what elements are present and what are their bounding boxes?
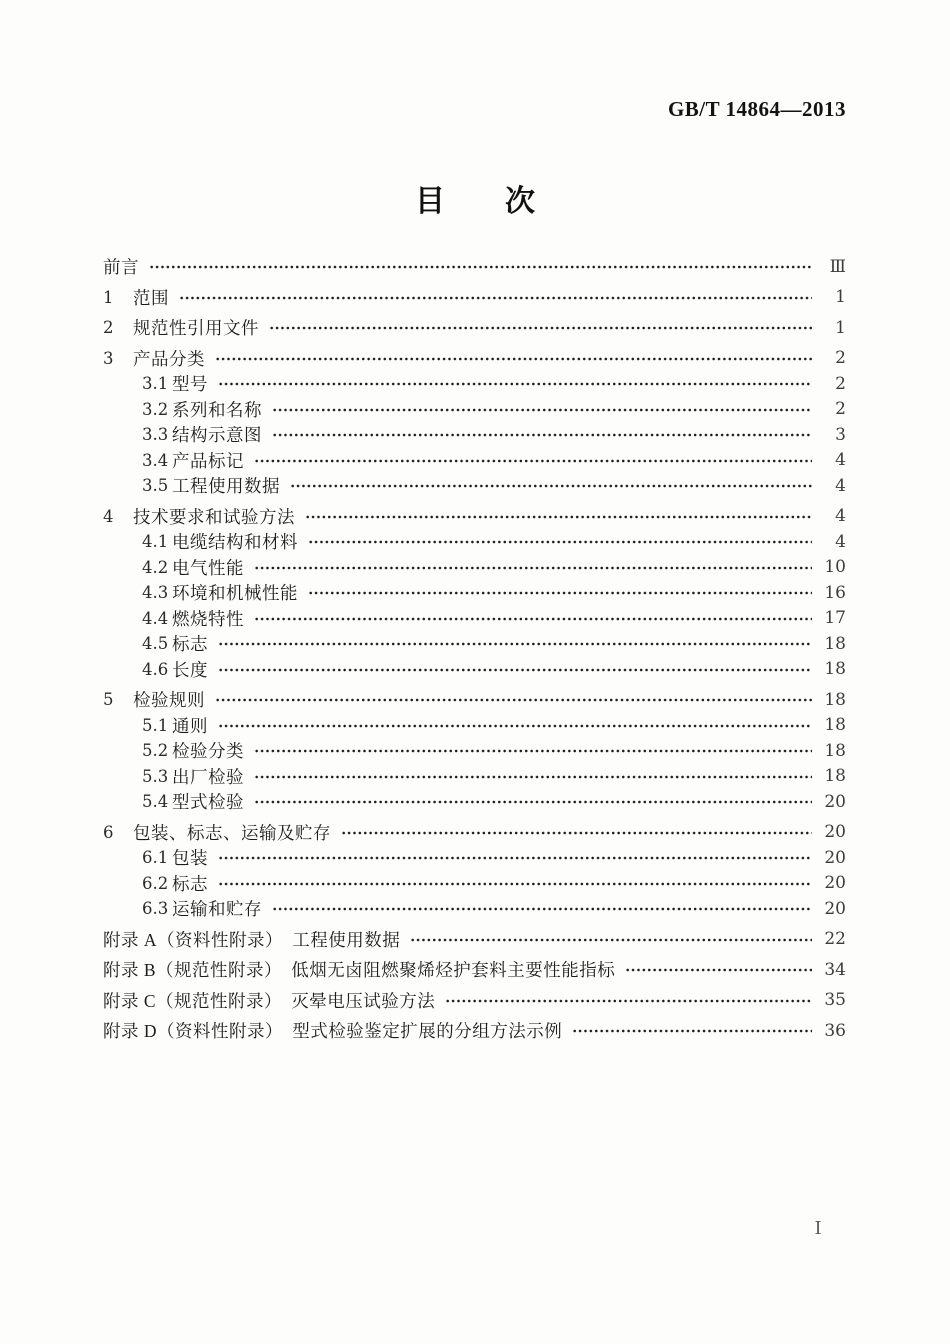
toc-entry-page: 1 [835, 287, 846, 308]
toc-entry-label: 长度 [172, 659, 208, 680]
dotted-leader [254, 610, 812, 628]
toc-entry [103, 473, 846, 499]
toc-entry-label: 型式检验 [172, 792, 244, 813]
toc-entry-page: 4 [835, 506, 846, 527]
toc-entry [103, 789, 846, 815]
toc-entry [103, 738, 846, 764]
toc-entry-label: 附录 C（规范性附录） 灭晕电压试验方法 [103, 990, 436, 1011]
toc-entry-page: 10 [824, 557, 846, 578]
toc-entry-page: 18 [824, 689, 846, 710]
toc-entry-number: 4.4 [142, 608, 169, 628]
dotted-leader [215, 691, 812, 709]
toc-entry-number: 3.4 [142, 450, 169, 470]
toc-entry-number: 3.1 [142, 374, 169, 394]
toc-entry [103, 254, 846, 280]
toc-entry-page: Ⅲ [829, 256, 846, 277]
toc-entry-label: 包装 [172, 848, 208, 869]
toc-entry [103, 315, 846, 341]
toc-entry-page: 18 [824, 740, 846, 761]
dotted-leader [218, 875, 812, 893]
toc-entry-label: 检验分类 [172, 741, 244, 762]
toc-entry-page: 18 [824, 633, 846, 654]
toc-entry-number: 4.3 [142, 583, 169, 603]
toc-entry [103, 285, 846, 311]
toc-entry-label: 运输和贮存 [172, 899, 262, 920]
dotted-leader [218, 849, 812, 867]
toc-entry-label: 结构示意图 [172, 425, 262, 446]
toc-entry-page: 4 [835, 450, 846, 471]
toc-entry-label: 检验规则 [133, 690, 205, 711]
toc-entry-number: 4 [103, 506, 114, 526]
toc-entry-page: 36 [824, 1020, 846, 1041]
toc-entry-page: 16 [824, 582, 846, 603]
toc-entry [103, 504, 846, 530]
footer-page-number: I [814, 1218, 822, 1239]
dotted-leader [254, 742, 812, 760]
toc-entry-number: 4.2 [142, 557, 169, 577]
toc-entry-page: 18 [824, 766, 846, 787]
dotted-leader [218, 661, 812, 679]
toc-entry-label: 系列和名称 [172, 399, 262, 420]
toc-entry [103, 448, 846, 474]
toc-entry-label: 产品分类 [133, 348, 205, 369]
standard-code: GB/T 14864—2013 [667, 97, 846, 121]
toc-entry-number: 3.5 [142, 476, 169, 496]
dotted-leader [254, 793, 812, 811]
toc-entry [103, 580, 846, 606]
toc-entry-number: 2 [103, 318, 114, 338]
toc-entry-label: 规范性引用文件 [133, 318, 259, 339]
toc-entry-number: 4.1 [142, 532, 169, 552]
toc-entry-page: 20 [824, 791, 846, 812]
toc-entry-label: 燃烧特性 [172, 608, 244, 629]
toc-entry-label: 技术要求和试验方法 [133, 506, 295, 527]
toc-entry-page: 17 [824, 608, 846, 629]
toc-entry-number: 6.1 [142, 848, 169, 868]
toc-entry-label: 前言 [103, 257, 139, 278]
toc-entry [103, 927, 846, 953]
toc-entry-page: 18 [824, 659, 846, 680]
toc-entry-number: 3 [103, 348, 114, 368]
toc-entry-label: 工程使用数据 [172, 476, 280, 497]
dotted-leader [445, 992, 812, 1010]
toc-entry-page: 34 [824, 959, 846, 980]
page-title: 目 次 [415, 185, 535, 218]
toc-entry-number: 5.3 [142, 766, 169, 786]
toc-entry-label: 产品标记 [172, 450, 244, 471]
toc-entry-page: 20 [824, 822, 846, 843]
toc-entry-label: 附录 B（规范性附录） 低烟无卤阻燃聚烯烃护套料主要性能指标 [103, 960, 616, 981]
toc-entry [103, 346, 846, 372]
toc-entry-label: 包装、标志、运输及贮存 [133, 822, 331, 843]
toc-entry-number: 5 [103, 690, 114, 710]
toc-entry-label: 标志 [172, 634, 208, 655]
dotted-leader [308, 584, 812, 602]
dotted-leader [625, 961, 812, 979]
dotted-leader [308, 533, 812, 551]
toc-entry-number: 5.1 [142, 715, 169, 735]
dotted-leader [290, 477, 812, 495]
toc-entry [103, 529, 846, 555]
toc-entry [103, 764, 846, 790]
dotted-leader [218, 717, 812, 735]
toc-entry-page: 35 [824, 990, 846, 1011]
dotted-leader [272, 401, 812, 419]
dotted-leader [254, 559, 812, 577]
toc-entry-page: 3 [835, 424, 846, 445]
toc-entry-label: 附录 D（资料性附录） 型式检验鉴定扩展的分组方法示例 [103, 1021, 563, 1042]
toc-entry [103, 896, 846, 922]
toc-entry-label: 环境和机械性能 [172, 583, 298, 604]
toc-entry-number: 5.2 [142, 741, 169, 761]
toc-entry [103, 631, 846, 657]
toc-entry [103, 820, 846, 846]
toc-entry [103, 606, 846, 632]
toc-entry [103, 845, 846, 871]
toc-entry-label: 附录 A（资料性附录） 工程使用数据 [103, 929, 401, 950]
dotted-leader [254, 452, 812, 470]
toc-entry-label: 出厂检验 [172, 766, 244, 787]
dotted-leader [254, 768, 812, 786]
toc-entry-label: 标志 [172, 873, 208, 894]
dotted-leader [179, 289, 812, 307]
dotted-leader [218, 375, 812, 393]
dotted-leader [149, 258, 812, 276]
toc-entry-label: 范围 [133, 287, 169, 308]
toc-entry-number: 1 [103, 287, 114, 307]
toc-entry [103, 657, 846, 683]
toc-entry-number: 4.6 [142, 659, 169, 679]
dotted-leader [272, 426, 812, 444]
toc-entry-number: 6.3 [142, 899, 169, 919]
toc-entry [103, 988, 846, 1014]
toc-entry-number: 6 [103, 822, 114, 842]
dotted-leader [341, 824, 812, 842]
toc-entry-page: 22 [824, 929, 846, 950]
toc-entry-number: 3.3 [142, 425, 169, 445]
toc-entry-page: 2 [835, 348, 846, 369]
toc-entry [103, 871, 846, 897]
dotted-leader [305, 508, 812, 526]
toc-entry-page: 2 [835, 373, 846, 394]
dotted-leader [218, 635, 812, 653]
toc-entry [103, 555, 846, 581]
toc-entry-number: 3.2 [142, 399, 169, 419]
toc-entry-page: 2 [835, 399, 846, 420]
dotted-leader [272, 900, 812, 918]
toc-entry-page: 1 [835, 317, 846, 338]
toc-entry-page: 20 [824, 898, 846, 919]
toc-entry-number: 5.4 [142, 792, 169, 812]
dotted-leader [410, 931, 812, 949]
toc-entry-label: 通则 [172, 715, 208, 736]
dotted-leader [572, 1022, 812, 1040]
toc-entry [103, 422, 846, 448]
toc-entry [103, 371, 846, 397]
toc-entry [103, 397, 846, 423]
toc-entry [103, 957, 846, 983]
dotted-leader [215, 350, 812, 368]
toc-entry-page: 4 [835, 475, 846, 496]
toc-entry-page: 20 [824, 847, 846, 868]
toc-entry-label: 电缆结构和材料 [172, 532, 298, 553]
toc-entry [103, 1018, 846, 1044]
dotted-leader [269, 319, 812, 337]
toc-entry-page: 20 [824, 873, 846, 894]
toc-list [103, 254, 846, 1044]
toc-entry-page: 4 [835, 531, 846, 552]
toc-entry-label: 型号 [172, 374, 208, 395]
toc-entry [103, 713, 846, 739]
toc-entry-label: 电气性能 [172, 557, 244, 578]
toc-entry [103, 687, 846, 713]
toc-entry-number: 4.5 [142, 634, 169, 654]
toc-entry-number: 6.2 [142, 873, 169, 893]
toc-entry-page: 18 [824, 715, 846, 736]
